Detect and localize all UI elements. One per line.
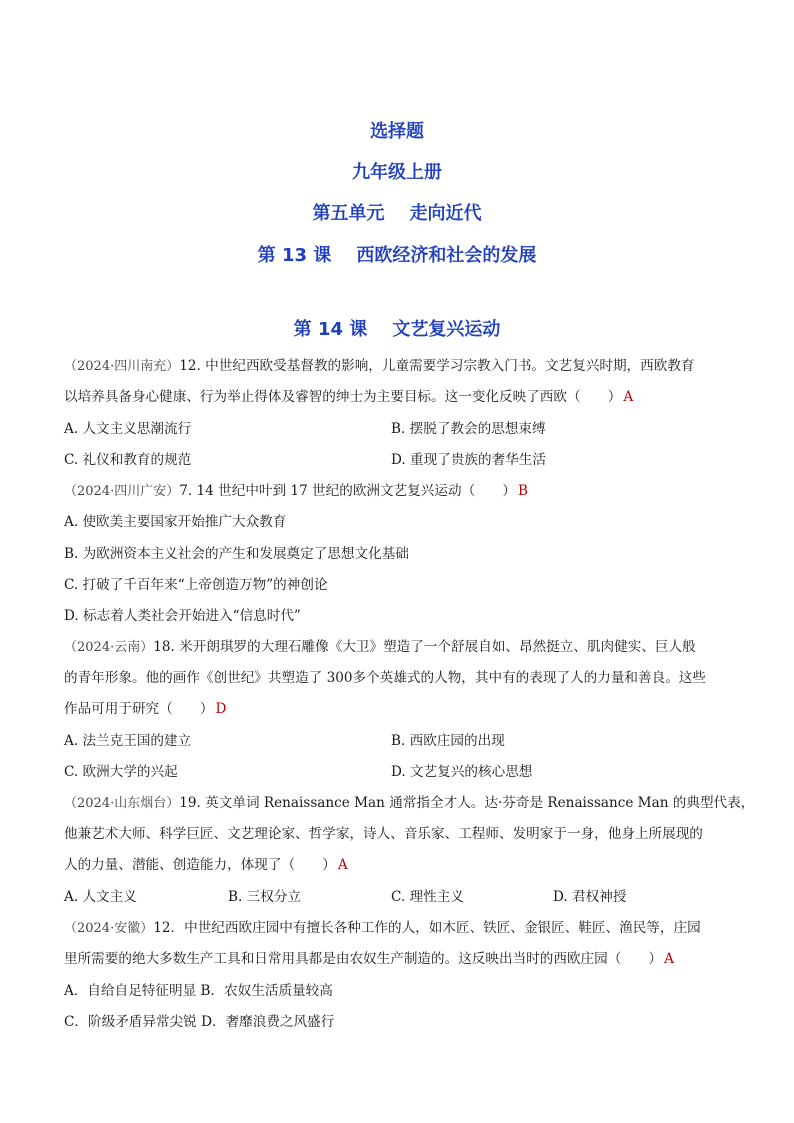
question-source: （2024·四川广安） <box>64 484 180 499</box>
option-a: A. 使欧美主要国家开始推广大众教育 <box>64 514 287 530</box>
question-stem-line: （2024·山东烟台）19. 英文单词 Renaissance Man 通常指全才人。达·芬奇是 Renaissance Man 的典型代表， <box>64 795 755 811</box>
question-stem-line: （2024·四川广安）7. 14 世纪中叶到 17 世纪的欧洲文艺复兴运动（ ） B <box>64 483 528 499</box>
answer-key: B <box>517 483 528 499</box>
option-b: B. 西欧庄园的出现 <box>391 733 505 749</box>
answer-key: D <box>215 701 227 717</box>
option-c: C. 礼仪和教育的规范 <box>64 452 192 468</box>
option-d: D. 标志着人类社会开始进入“信息时代” <box>64 608 301 624</box>
question-stem-line: （2024·云南）18. 米开朗琪罗的大理石雕像《大卫》塑造了一个舒展自如、昂然挺立、肌肉健实、巨人般 <box>64 639 696 655</box>
option-c: C. 欧洲大学的兴起 <box>64 764 178 780</box>
question-source: （2024·安徽） <box>64 921 154 936</box>
option-b: B. 三权分立 <box>228 889 302 905</box>
option-d: D. 君权神授 <box>553 889 627 905</box>
question-stem-line: 里所需要的绝大多数生产工具和日常用具都是由农奴生产制造的。这反映出当时的西欧庄园（ ） A <box>64 951 674 967</box>
option-b: B. 为欧洲资本主义社会的产生和发展奠定了思想文化基础 <box>64 546 409 562</box>
question-stem-line: 他兼艺术大师、科学巨匠、文艺理论家、哲学家，诗人、音乐家、工程师、发明家于一身，他身上所展现的 <box>64 826 703 842</box>
options-line: C．阶级矛盾异常尖锐 D．奢靡浪费之风盛行 <box>64 1014 335 1030</box>
question-source: （2024·云南） <box>64 640 154 655</box>
option-d: D. 文艺复兴的核心思想 <box>391 764 533 780</box>
question-stem-line: 作品可用于研究（ ） D <box>64 701 227 717</box>
option-c: C. 打破了千百年来“上帝创造万物”的神创论 <box>64 577 328 593</box>
question-stem-line: 人的力量、潜能、创造能力，体现了（ ） A <box>64 857 348 873</box>
option-a: A. 法兰克王国的建立 <box>64 733 192 749</box>
option-b: B. 摆脱了教会的思想束缚 <box>391 421 546 437</box>
option-c: C. 理性主义 <box>391 889 464 905</box>
options-line: A．自给自足特征明显 B．农奴生活质量较高 <box>64 983 333 999</box>
question-source: （2024·山东烟台） <box>64 796 180 811</box>
grade-title: 九年级上册 <box>352 162 442 183</box>
question-source: （2024·四川南充） <box>64 359 180 374</box>
question-stem-line: （2024·安徽）12．中世纪西欧庄园中有擅长各种工作的人，如木匠、铁匠、金银匠、鞋匠、渔民等，庄园 <box>64 920 701 936</box>
section-title: 选择题 <box>370 121 424 142</box>
lesson-14-title: 第 14 课 文艺复兴运动 <box>293 319 501 340</box>
question-stem-line: （2024·四川南充）12. 中世纪西欧受基督教的影响，儿童需要学习宗教入门书。文艺复兴时期，西欧教育 <box>64 358 695 374</box>
answer-key: A <box>623 389 634 405</box>
option-a: A. 人文主义 <box>64 889 137 905</box>
unit-title: 第五单元 走向近代 <box>312 203 482 224</box>
question-stem-line: 以培养具备身心健康、行为举止得体及睿智的绅士为主要目标。这一变化反映了西欧（ ） A <box>64 389 634 405</box>
option-a: A. 人文主义思潮流行 <box>64 421 192 437</box>
answer-key: A <box>337 857 348 873</box>
lesson-13-title: 第 13 课 西欧经济和社会的发展 <box>257 245 537 266</box>
answer-key: A <box>664 951 674 967</box>
option-d: D. 重现了贵族的奢华生活 <box>391 452 546 468</box>
question-stem-line: 的青年形象。他的画作《创世纪》共塑造了 300多个英雄式的人物，其中有的表现了人的力量和善良。这些 <box>64 670 706 686</box>
